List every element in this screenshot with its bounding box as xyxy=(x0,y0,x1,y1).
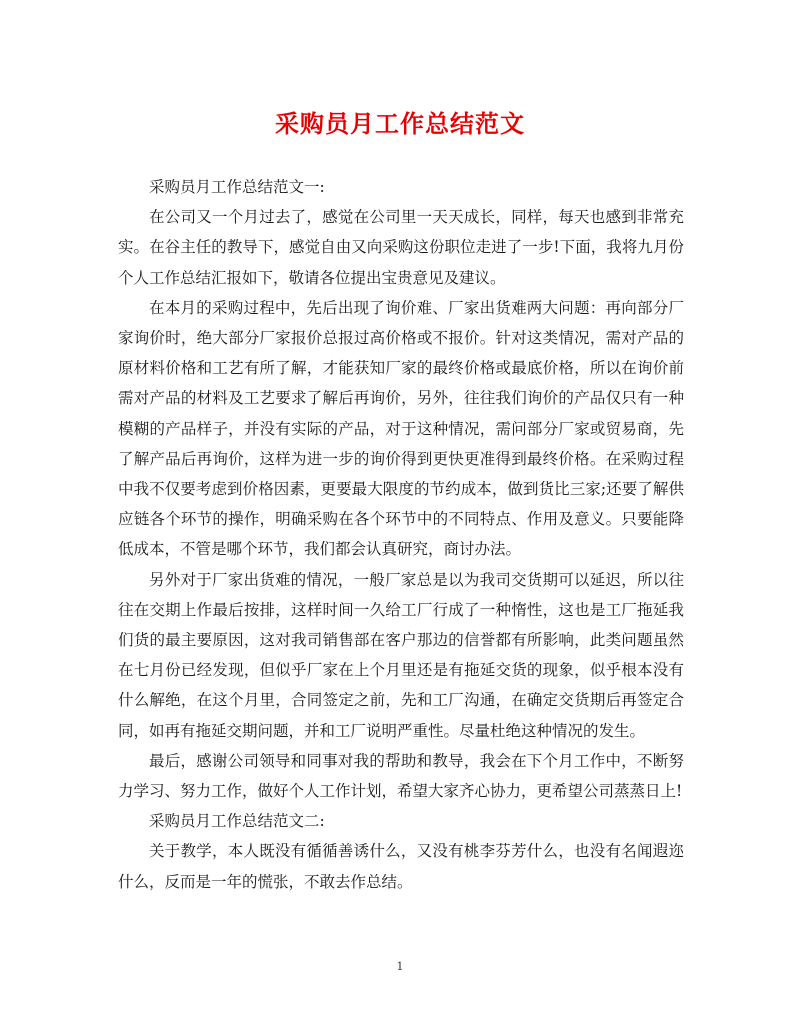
body-paragraph: 在公司又一个月过去了，感觉在公司里一天天成长，同样，每天也感到非常充实。在谷主任的教导下，感觉自由又向采购这份职位走进了一步!下面，我将九月份个人工作总结汇报如下，敬请各位提出宝贵意见及建议。 xyxy=(118,208,684,287)
body-paragraph: 另外对于厂家出货难的情况，一般厂家总是以为我司交货期可以延迟，所以往往在交期上作最后按排，这样时间一久给工厂行成了一种惰性，这也是工厂拖延我们货的最主要原因，这对我司销售部在客户那边的信誉都有所影响，此类问题虽然在七月份已经发现，但似乎厂家在上个月里还是有拖延交货的现象，似乎根本没有什么解绝，在这个月里，合同签定之前，先和工厂沟通，在确定交货期后再签定合同，如再有拖延交期问题，并和工厂说明严重性。尽量杜绝这种情况的发生。 xyxy=(118,570,684,740)
section-heading-2: 采购员月工作总结范文二: xyxy=(149,812,325,831)
body-paragraph: 在本月的采购过程中，先后出现了询价难、厂家出货难两大问题：再向部分厂家询价时，绝大部分厂家报价总报过高价格或不报价。针对这类情况，需对产品的原材料价格和工艺有所了解，才能获知厂家的最终价格或最底价格，所以在询价前需对产品的材料及工艺要求了解后再询价，另外，往往我们询价的产品仅只有一种模糊的产品样子，并没有实际的产品，对于这种情况，需问部分厂家或贸易商，先了解产品后再询价，这样为进一步的询价得到更快更准得到最终价格。在采购过程中我不仅要考虑到价格因素，更要最大限度的节约成本，做到货比三家;还要了解供应链各个环节的操作，明确采购在各个环节中的不同特点、作用及意义。只要能降低成本，不管是哪个环节，我们都会认真研究，商讨办法。 xyxy=(118,298,684,559)
body-paragraph: 关于教学，本人既没有循循善诱什么，又没有桃李芬芳什么，也没有名闻遐迩什么，反而是一年的慌张，不敢去作总结。 xyxy=(118,842,684,891)
body-paragraph: 最后，感谢公司领导和同事对我的帮助和教导，我会在下个月工作中，不断努力学习、努力工作，做好个人工作计划，希望大家齐心协力，更希望公司蒸蒸日上! xyxy=(118,751,684,801)
section-heading-1: 采购员月工作总结范文一: xyxy=(149,178,325,196)
page-number: 1 xyxy=(396,960,404,973)
document-title: 采购员月工作总结范文 xyxy=(275,109,525,138)
document-body xyxy=(118,172,684,897)
